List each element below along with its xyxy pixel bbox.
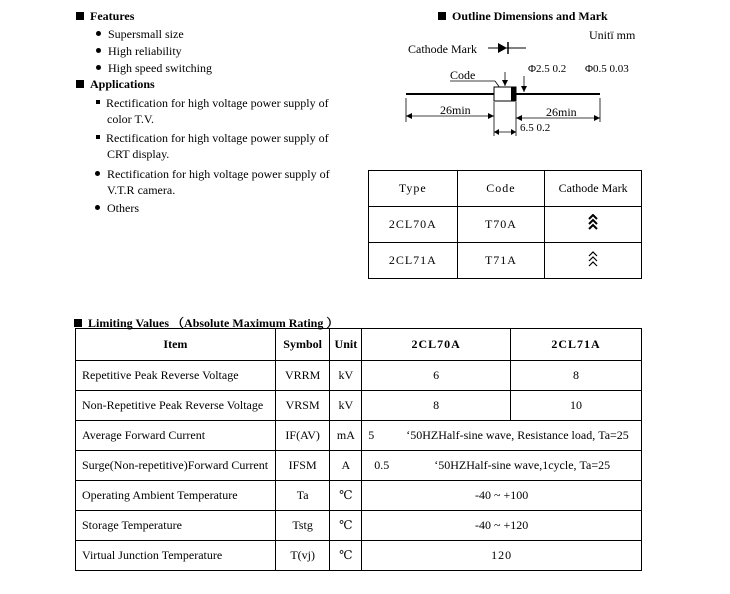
bullet-icon xyxy=(96,135,100,139)
symbol-cell: T(vj) xyxy=(275,541,330,571)
unit-label: Unitï mm xyxy=(589,28,636,42)
condition: ‘50HZHalf-sine wave, Resistance load, Ta=25 xyxy=(406,428,629,442)
value: 5 xyxy=(368,428,375,442)
unit-cell: ℃ xyxy=(330,541,362,571)
cathode-mark-label: Cathode Mark xyxy=(408,42,477,56)
applications-item-cont: V.T.R camera. xyxy=(107,183,176,197)
features-heading: Features xyxy=(76,9,134,24)
square-bullet-icon xyxy=(76,12,84,20)
mark-header-type: Type xyxy=(369,171,458,207)
value-condition-cell xyxy=(362,451,642,481)
symbol-cell: Ta xyxy=(275,481,330,511)
applications-item-cont: CRT display. xyxy=(107,147,170,161)
unit-cell: kV xyxy=(330,361,362,391)
dim-body-length: 6.5 0.2 xyxy=(520,122,551,134)
symbol-cell: IF(AV) xyxy=(275,421,330,451)
value-cell: -40 ~ +120 xyxy=(362,511,642,541)
table-row xyxy=(76,481,642,511)
value-cell: 120 xyxy=(362,541,642,571)
outline-heading: Outline Dimensions and Mark xyxy=(438,9,608,24)
symbol-cell: VRSM xyxy=(275,391,330,421)
value-cell: -40 ~ +100 xyxy=(362,481,642,511)
col-header-2cl71a: 2CL71A xyxy=(511,329,642,361)
bullet-icon xyxy=(96,48,101,53)
item-cell: Average Forward Current xyxy=(76,421,276,451)
mark-code: T70A xyxy=(457,207,545,243)
applications-heading: Applications xyxy=(76,77,155,92)
applications-item: Rectification for high voltage power supply of xyxy=(95,167,330,182)
table-row xyxy=(76,541,642,571)
features-item: High reliability xyxy=(96,44,182,59)
col-header-2cl70a: 2CL70A xyxy=(362,329,511,361)
bullet-icon xyxy=(96,31,101,36)
table-row xyxy=(76,361,642,391)
cathode-mark-icon xyxy=(545,207,642,243)
dim-lead-left: 26min xyxy=(440,103,471,117)
dim-lead-diameter: Φ0.5 0.03 xyxy=(585,63,629,75)
square-bullet-icon xyxy=(438,12,446,20)
item-cell: Non-Repetitive Peak Reverse Voltage xyxy=(76,391,276,421)
limiting-values-table xyxy=(75,328,642,571)
bullet-icon xyxy=(95,205,100,210)
value-cell: 8 xyxy=(511,361,642,391)
symbol-cell: Tstg xyxy=(275,511,330,541)
item-cell: Virtual Junction Temperature xyxy=(76,541,276,571)
features-item: Supersmall size xyxy=(96,27,184,42)
unit-cell: ℃ xyxy=(330,511,362,541)
value: 0.5 xyxy=(374,458,390,472)
bullet-icon xyxy=(96,65,101,70)
features-item: High speed switching xyxy=(96,61,212,76)
col-header-unit: Unit xyxy=(330,329,362,361)
mark-code: T71A xyxy=(457,243,545,279)
item-cell: Repetitive Peak Reverse Voltage xyxy=(76,361,276,391)
mark-type: 2CL70A xyxy=(369,207,458,243)
applications-item: Rectification for high voltage power supply of xyxy=(96,96,329,111)
square-bullet-icon xyxy=(76,80,84,88)
diode-outline-drawing xyxy=(400,36,610,140)
unit-cell: mA xyxy=(330,421,362,451)
table-row xyxy=(369,243,642,279)
symbol-cell: IFSM xyxy=(275,451,330,481)
dim-body-diameter: Φ2.5 0.2 xyxy=(528,63,567,75)
dim-lead-right: 26min xyxy=(546,105,577,119)
unit-cell: A xyxy=(330,451,362,481)
col-header-item: Item xyxy=(76,329,276,361)
marking-table xyxy=(368,170,642,279)
unit-cell: ℃ xyxy=(330,481,362,511)
condition: ‘50HZHalf-sine wave,1cycle, Ta=25 xyxy=(434,458,611,472)
unit-cell: kV xyxy=(330,391,362,421)
bullet-icon xyxy=(96,100,100,104)
cathode-mark-icon xyxy=(545,243,642,279)
table-row xyxy=(369,207,642,243)
symbol-cell: VRRM xyxy=(275,361,330,391)
code-label: Code xyxy=(450,68,476,82)
square-bullet-icon xyxy=(74,319,82,327)
table-row xyxy=(76,451,642,481)
value-cell: 10 xyxy=(511,391,642,421)
value-condition-cell xyxy=(362,421,642,451)
mark-type: 2CL71A xyxy=(369,243,458,279)
mark-header-cathode: Cathode Mark xyxy=(545,171,642,207)
value-cell: 8 xyxy=(362,391,511,421)
item-cell: Surge(Non-repetitive)Forward Current xyxy=(76,451,276,481)
item-cell: Operating Ambient Temperature xyxy=(76,481,276,511)
value-cell: 6 xyxy=(362,361,511,391)
applications-item: Others xyxy=(95,201,139,216)
applications-item: Rectification for high voltage power supply of xyxy=(96,131,329,146)
table-row xyxy=(76,391,642,421)
table-row xyxy=(76,421,642,451)
col-header-symbol: Symbol xyxy=(275,329,330,361)
bullet-icon xyxy=(95,171,100,176)
limiting-heading: Limiting Values （Absolute Maximum Rating ） xyxy=(74,314,338,331)
item-cell: Storage Temperature xyxy=(76,511,276,541)
applications-item-cont: color T.V. xyxy=(107,112,154,126)
table-row xyxy=(76,511,642,541)
mark-header-code: Code xyxy=(457,171,545,207)
